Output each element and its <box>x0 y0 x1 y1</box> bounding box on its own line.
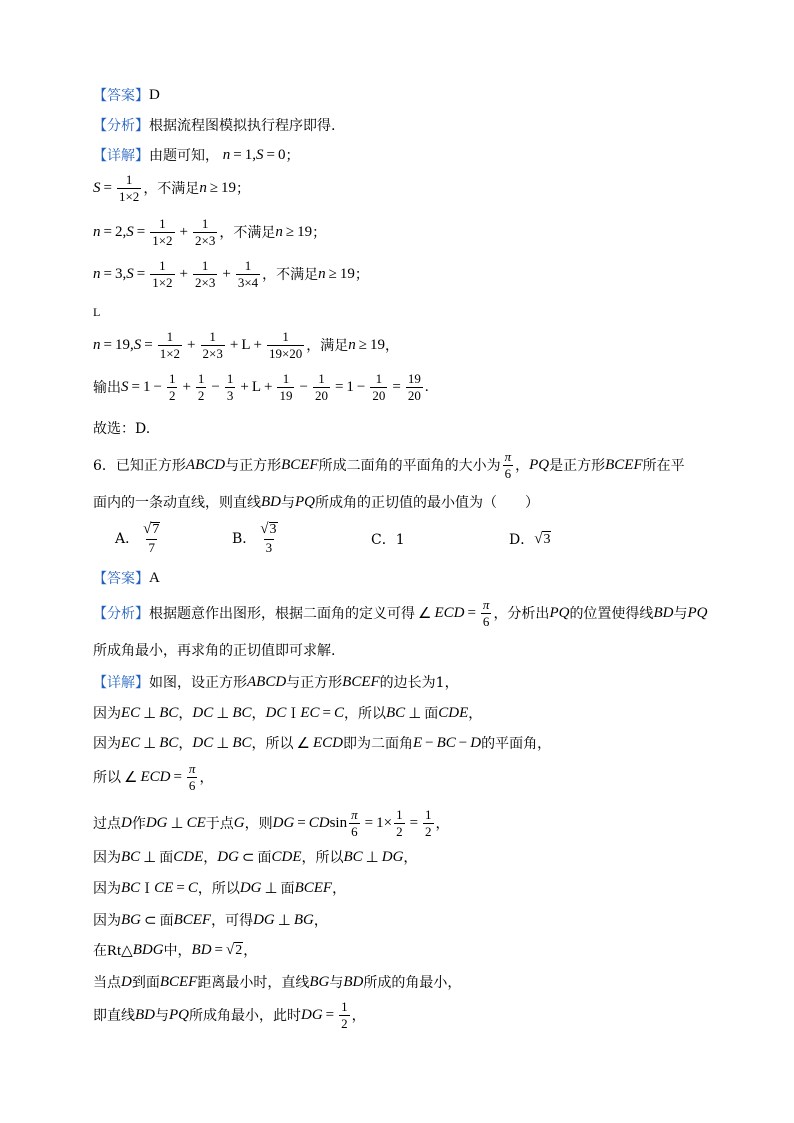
answer-tag: 【答案】 <box>93 88 149 104</box>
proof-line-9: 在 Rt△ BDG 中， BD = √ 2 ， <box>93 941 258 959</box>
question-6-line-1: 6．已知正方形 ABCD 与正方形 BCEF 所成二面角的平面角的大小为 $\frac{\pi}{6}$ ， PQ 是正方形 BCEF 所在平 <box>93 449 685 481</box>
formula-n2: n = 2, S = $\frac{1}{1\times 2}$ + $\frac{1}{2\times 3}$ ，不满足 n ≥ 19 ； <box>93 216 327 248</box>
answer-line-1 <box>93 85 160 105</box>
analysis-tag: 【分析】 <box>93 118 149 134</box>
formula-n19: n = 19, S = $\frac{1}{1\times 2}$ + $\frac{1}{2\times 3}$ + L + $\frac{1}{19\times 20}$ ，满足 n ≥ 19 ， <box>93 329 400 361</box>
formula-s1: S = $\frac{1}{1\times 2}$ ，不满足 n ≥ 19 ； <box>93 172 251 204</box>
question-6-line-2: 面内的一条动直线，则直线 BD 与 PQ 所成角的正切值的最小值为（ ） <box>93 493 539 511</box>
analysis-line-2a: 【分析】 根据题意作出图形，根据二面角的定义可得 ∠ ECD = $\frac{\pi}{6}$ ，分析出 PQ 的位置使得线 BD 与 PQ <box>93 597 708 629</box>
formula-n3: n = 3, S = $\frac{1}{1\times 2}$ + $\frac{1}{2\times 3}$ + $\frac{1}{3\times 4}$ ，不满足 n ≥ 19 ； <box>93 258 369 290</box>
ellipsis-line: L <box>93 305 101 319</box>
analysis-line-2b: 所成角最小，再求角的正切值即可求解. <box>93 643 336 659</box>
option-c: C．1 <box>371 532 405 548</box>
proof-line-2: 因为 EC ⊥ BC ， DC ⊥ BC ， DC Ｉ EC = C ，所以 BC ⊥ 面 CDE ， <box>93 704 483 722</box>
option-b: B． √ 3 3 <box>232 521 277 555</box>
proof-line-4: 所以 ∠ ECD = $\frac{\pi}{6}$ ， <box>93 761 214 793</box>
choose-line: 故选：D. <box>93 421 151 437</box>
proof-line-11: 即直线 BD 与 PQ 所成角最小，此时 DG = $\frac{1}{2}$ ， <box>93 999 366 1031</box>
proof-line-3: 因为 EC ⊥ BC ， DC ⊥ BC ，所以 ∠ ECD 即为二面角 E − BC − D 的平面角， <box>93 734 552 752</box>
proof-line-6: 因为 BC ⊥ 面 CDE ， DG ⊂ 面 CDE ，所以 BC ⊥ DG ， <box>93 848 418 866</box>
detail-line-1: 【详解】 由题可知， n = 1, S = 0 ； <box>93 146 300 164</box>
answer-line-2: 【答案】 A <box>93 569 160 587</box>
answer-value: D <box>149 86 160 103</box>
analysis-line-1 <box>93 115 335 135</box>
option-a: A． √ 7 7 <box>115 521 160 555</box>
formula-output: 输出 S = 1 − $\frac{1}{2}$ + $\frac{1}{2}$ − $\frac{1}{3}$ + L + $\frac{1}{19}$ − $\frac{1}{20}$ = 1 − $\frac{1}{20}$ = $\frac{19}{20}$ . <box>93 371 429 403</box>
proof-line-8: 因为 BG ⊂ 面 BCEF ，可得 DG ⊥ BG ， <box>93 911 328 929</box>
proof-line-5: 过点 D 作 DG ⊥ CE 于点 G ，则 DG = CD sin $\frac{\pi}{6}$ = 1× $\frac{1}{2}$ = $\frac{1}{2}$ ， <box>93 807 450 839</box>
detail-tag: 【详解】 <box>93 148 149 164</box>
detail-line-2: 【详解】 如图，设正方形 ABCD 与正方形 BCEF 的边长为1， <box>93 673 459 691</box>
proof-line-10: 当点 D 到面 BCEF 距离最小时，直线 BG 与 BD 所成的角最小， <box>93 973 462 991</box>
option-d: D． √ 3 <box>509 530 551 548</box>
proof-line-7: 因为 BC Ｉ CE = C ，所以 DG ⊥ 面 BCEF ， <box>93 879 347 897</box>
analysis-text: 根据流程图模拟执行程序即得. <box>149 118 336 134</box>
